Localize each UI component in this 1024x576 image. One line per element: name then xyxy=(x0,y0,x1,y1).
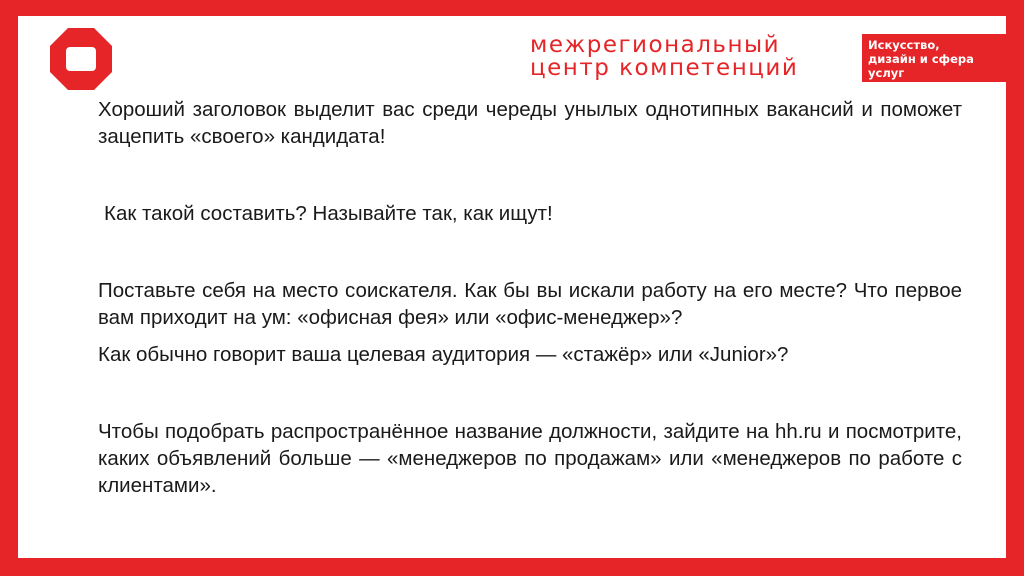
red-octagon-logo-icon xyxy=(50,28,112,90)
badge-line3: услуг xyxy=(868,66,905,80)
paragraph-applicant-view: Поставьте себя на место соискателя. Как бы вы искали работу на его месте? Что первое вам приходит на ум: «офисная фея» или «офис-менеджер»? xyxy=(98,279,962,329)
organization-name-line1: межрегиональный xyxy=(530,32,781,58)
badge-line1: Искусство, xyxy=(868,38,940,52)
paragraph-research-tip: Чтобы подобрать распространённое название должности, зайдите на hh.ru и посмотрите, каких объявлений больше — «менеджеров по продажам» или «менеджеров по работе с клиентами». xyxy=(98,420,962,497)
organization-name xyxy=(530,34,798,80)
badge-line2: дизайн и сфера xyxy=(868,52,974,66)
category-badge xyxy=(862,34,1006,82)
paragraph-intro: Хороший заголовок выделит вас среди череды унылых однотипных вакансий и поможет зацепить «своего» кандидата! xyxy=(98,98,962,148)
paragraph-audience: Как обычно говорит ваша целевая аудитория — «стажёр» или «Junior»? xyxy=(98,343,789,366)
slide-content xyxy=(98,96,962,499)
organization-name-line2: центр компетенций xyxy=(530,55,799,81)
paragraph-question: Как такой составить? Называйте так, как ищут! xyxy=(104,202,553,225)
slide xyxy=(18,16,1006,558)
